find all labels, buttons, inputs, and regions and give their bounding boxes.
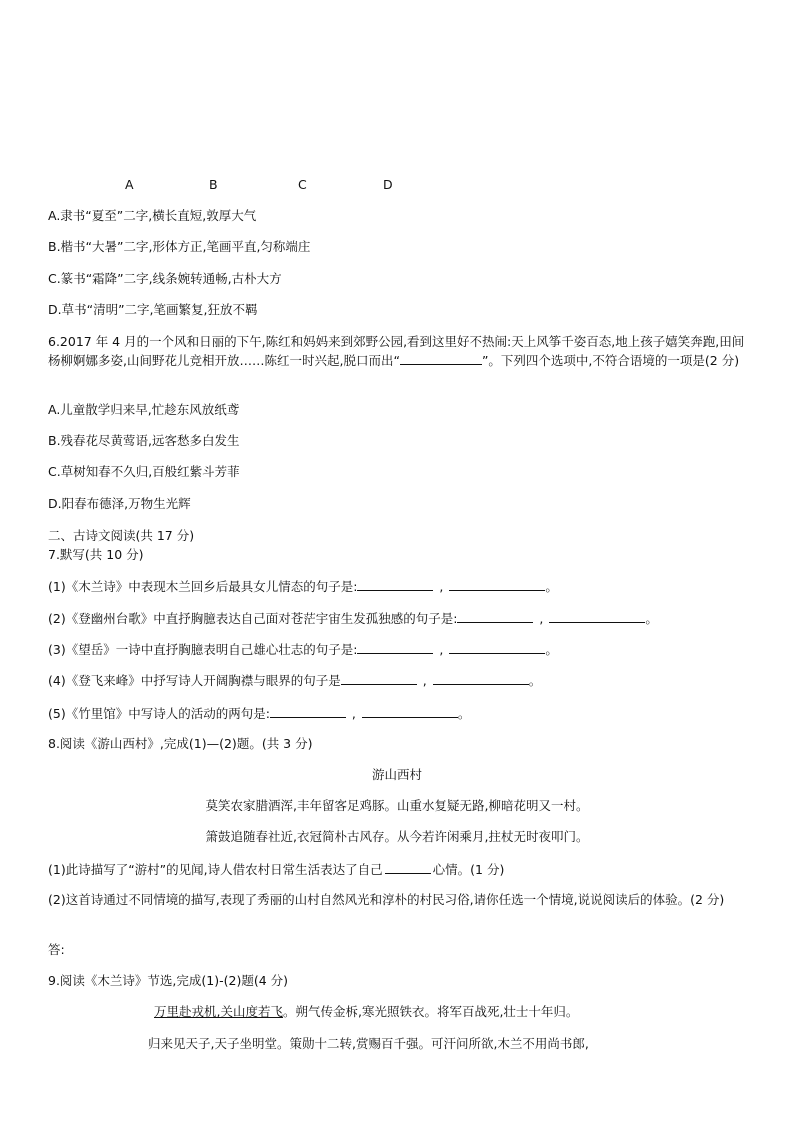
q8-title: 8.阅读《游山西村》,完成(1)—(2)题。(共 3 分): [48, 736, 313, 751]
poem-line-1: 莫笑农家腊酒浑,丰年留客足鸡豚。山重水复疑无路,柳暗花明又一村。: [205, 798, 589, 813]
q7-2-blank-2[interactable]: [549, 610, 645, 623]
label-a: A: [125, 177, 134, 192]
q7-3-blank-1[interactable]: [357, 641, 433, 654]
q7-1-blank-1[interactable]: [357, 578, 433, 591]
q9-title: 9.阅读《木兰诗》节选,完成(1)-(2)题(4 分): [48, 973, 289, 988]
answer-label: 答:: [48, 942, 65, 957]
q8-1-blank[interactable]: [385, 861, 431, 874]
q8-sub-1-text: (1)此诗描写了“游村”的见闻,诗人借农村日常生活表达了自己: [48, 862, 383, 877]
q5-option-c: C.篆书“霜降”二字,线条婉转通畅,古朴大方: [48, 271, 282, 286]
q6-option-c: C.草树知春不久归,百般红紫斗芳菲: [48, 464, 240, 479]
q7-3-blank-2[interactable]: [449, 641, 545, 654]
q6-answer-blank[interactable]: [400, 352, 482, 365]
q7-item-1-text: (1)《木兰诗》中表现木兰回乡后最具女儿情态的句子是:: [48, 579, 358, 594]
q7-4-blank-1[interactable]: [341, 672, 417, 685]
label-c: C: [298, 177, 307, 192]
q6-stem: [48, 332, 748, 371]
q9-poem-line-1: [154, 1004, 578, 1019]
period: 。: [545, 642, 558, 657]
q8-sub-2: (2)这首诗通过不同情境的描写,表现了秀丽的山村自然风光和淳朴的村民习俗,请你任选一个情境,说说阅读后的体验。(2 分): [48, 892, 725, 907]
section2-title: 二、古诗文阅读(共 17 分): [48, 528, 195, 543]
q6-option-d: D.阳春布德泽,万物生光辉: [48, 496, 191, 511]
q5-option-b: B.楷书“大暑”二字,形体方正,笔画平直,匀称端庄: [48, 239, 311, 254]
q7-5-blank-2[interactable]: [362, 705, 458, 718]
poem-line-2: 箫鼓追随春社近,衣冠简朴古风存。从今若许闲乘月,拄杖无时夜叩门。: [205, 829, 589, 844]
period: 。: [528, 673, 542, 688]
q5-option-d: D.草书“清明”二字,笔画繁复,狂放不羁: [48, 302, 258, 317]
q7-5-blank-1[interactable]: [270, 705, 346, 718]
q7-1-blank-2[interactable]: [449, 578, 545, 591]
q7-item-3: [48, 641, 558, 657]
q9-line-1-rest: 。朔气传金柝,寒光照铁衣。将军百战死,壮士十年归。: [282, 1004, 579, 1019]
q7-item-1: [48, 578, 558, 594]
comma: ,: [539, 611, 544, 626]
q7-title: 7.默写(共 10 分): [48, 547, 144, 562]
q7-item-2: [48, 610, 658, 626]
poem-title: 游山西村: [371, 767, 422, 782]
period: 。: [545, 579, 558, 594]
period: 。: [645, 611, 658, 626]
q7-item-4-text: (4)《登飞来峰》中抒写诗人开阔胸襟与眼界的句子是: [48, 673, 341, 688]
q6-option-b: B.残春花尽黄莺语,远客愁多白发生: [48, 433, 240, 448]
q8-sub-1-tail: 心情。(1 分): [432, 862, 505, 877]
comma: ,: [422, 673, 427, 688]
q7-item-2-text: (2)《登幽州台歌》中直抒胸臆表达自己面对苍茫宇宙生发孤独感的句子是:: [48, 611, 458, 626]
q7-item-5: [48, 705, 470, 721]
q7-item-5-text: (5)《竹里馆》中写诗人的活动的两句是:: [48, 706, 270, 721]
q7-4-blank-2[interactable]: [433, 672, 529, 685]
q7-item-3-text: (3)《望岳》一诗中直抒胸臆表明自己雄心壮志的句子是:: [48, 642, 358, 657]
q8-sub-1: [48, 861, 504, 877]
comma: ,: [351, 706, 356, 721]
q5-option-a: A.隶书“夏至”二字,横长直短,敦厚大气: [48, 208, 257, 223]
label-b: B: [209, 177, 218, 192]
option-labels-row: [0, 177, 794, 193]
q6-option-a: A.儿童散学归来早,忙趁东风放纸鸢: [48, 402, 240, 417]
q9-poem-line-2: 归来见天子,天子坐明堂。策勋十二转,赏赐百千强。可汗问所欲,木兰不用尚书郎,: [148, 1036, 589, 1051]
comma: ,: [439, 579, 444, 594]
underlined-phrase: 万里赴戎机,关山度若飞: [154, 1004, 283, 1019]
q7-item-4: [48, 672, 541, 688]
comma: ,: [439, 642, 444, 657]
period: 。: [457, 706, 471, 721]
label-d: D: [383, 177, 393, 192]
q7-2-blank-1[interactable]: [457, 610, 533, 623]
q6-stem-part2: ”。下列四个选项中,不符合语境的一项是(2 分): [481, 353, 740, 369]
q6-stem-part1: 6.2017 年 4 月的一个风和日丽的下午,陈红和妈妈来到郊野公园,看到这里好不热闹:天上风筝千姿百态,地上孩子嬉笑奔跑,田间杨柳婀娜多姿,山间野花儿竞相开放……陈红一时兴起,脱口而出“: [48, 334, 745, 369]
